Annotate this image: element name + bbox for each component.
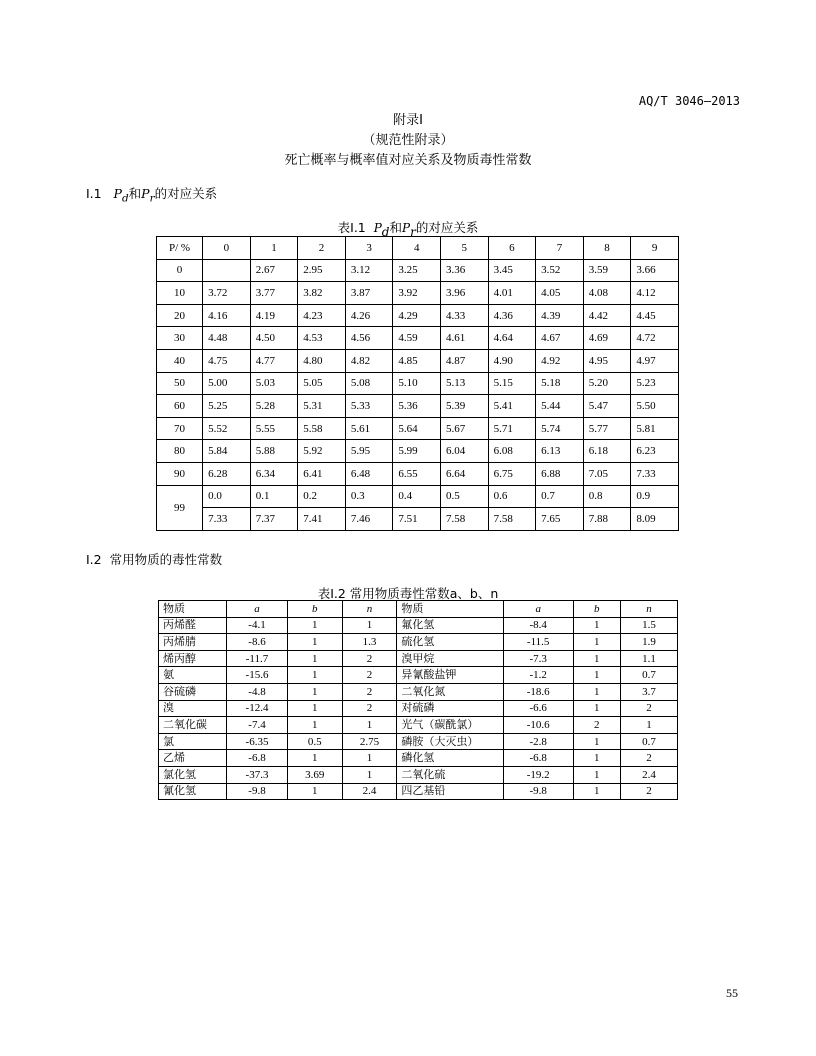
header-cell: a [227,601,288,618]
value-cell: 3.66 [631,259,679,282]
table-row [159,700,678,717]
section-heading-1 [86,184,217,205]
table-row [157,508,679,531]
constant-cell: 1 [287,650,342,667]
constant-cell: 2 [620,750,677,767]
subscript-d: d [121,192,129,205]
constant-cell: 1 [573,783,620,800]
sub-percent-cell: 0.4 [393,485,441,508]
table-2-caption: 表I.2 常用物质毒性常数a、b、n [317,586,499,601]
table-row [159,783,678,800]
table-row [159,766,678,783]
value-cell: 5.61 [345,417,393,440]
value-cell: 4.16 [203,304,251,327]
symbol-p: P [113,186,122,201]
value-cell: 3.82 [298,282,346,305]
value-cell: 5.36 [393,395,441,418]
header-cell: P/ % [157,237,203,260]
constant-cell: 1 [342,617,397,634]
value-cell: 5.44 [536,395,584,418]
value-cell: 5.50 [631,395,679,418]
constant-cell: 2 [620,700,677,717]
value-cell: 5.03 [250,372,298,395]
value-cell: 4.48 [203,327,251,350]
value-cell: 5.20 [583,372,631,395]
constant-cell: 1 [573,733,620,750]
constant-cell: 1 [287,700,342,717]
value-cell: 5.41 [488,395,536,418]
value-cell: 4.64 [488,327,536,350]
constant-cell: 2 [342,650,397,667]
substance-cell: 氰化氢 [159,783,227,800]
section-number: I.1 [86,186,102,201]
value-cell: 4.08 [583,282,631,305]
table-row [159,733,678,750]
value-cell: 4.50 [250,327,298,350]
value-cell: 4.36 [488,304,536,327]
symbol-p: P [373,221,382,235]
constant-cell: -4.1 [227,617,288,634]
row-label-cell: 40 [157,349,203,372]
constant-cell: 1 [287,667,342,684]
value-cell: 4.01 [488,282,536,305]
substance-cell: 烯丙醇 [159,650,227,667]
value-cell: 6.64 [441,462,489,485]
value-cell: 3.45 [488,259,536,282]
value-cell [203,259,251,282]
connector-text: 和 [128,186,142,201]
value-cell: 6.23 [631,440,679,463]
table-header-row [157,237,679,260]
value-cell: 5.05 [298,372,346,395]
constant-cell: 2 [342,683,397,700]
constant-cell: 2 [342,700,397,717]
appendix-main-title: 死亡概率与概率值对应关系及物质毒性常数 [284,153,532,168]
substance-cell: 二氧化氮 [397,683,503,700]
substance-cell: 氨 [159,667,227,684]
value-cell: 4.12 [631,282,679,305]
table-row [157,440,679,463]
value-cell: 3.59 [583,259,631,282]
constant-cell: 3.7 [620,683,677,700]
constant-cell: 1 [573,634,620,651]
value-cell: 5.47 [583,395,631,418]
substance-cell: 磷化氢 [397,750,503,767]
constant-cell: -19.2 [503,766,573,783]
value-cell: 5.58 [298,417,346,440]
substance-cell: 溴甲烷 [397,650,503,667]
header-cell: b [573,601,620,618]
value-cell: 4.69 [583,327,631,350]
value-cell: 4.67 [536,327,584,350]
constant-cell: 0.7 [620,733,677,750]
value-cell: 4.80 [298,349,346,372]
value-cell: 6.48 [345,462,393,485]
page-number: 55 [726,986,738,1000]
substance-cell: 异氰酸盐钾 [397,667,503,684]
value-cell: 5.13 [441,372,489,395]
sub-percent-cell: 0.8 [583,485,631,508]
table-row [159,617,678,634]
value-cell: 3.72 [203,282,251,305]
value-cell: 7.41 [298,508,346,531]
value-cell: 7.65 [536,508,584,531]
value-cell: 5.33 [345,395,393,418]
value-cell: 5.95 [345,440,393,463]
header-cell: 5 [441,237,489,260]
substance-cell: 硫化氢 [397,634,503,651]
constant-cell: 1.5 [620,617,677,634]
value-cell: 5.10 [393,372,441,395]
constant-cell: -2.8 [503,733,573,750]
symbol-p: P [402,221,411,235]
normative-label: （规范性附录） [362,133,454,148]
value-cell: 7.05 [583,462,631,485]
value-cell: 5.92 [298,440,346,463]
sub-percent-cell: 0.7 [536,485,584,508]
row-label-cell: 99 [157,485,203,530]
value-cell: 6.34 [250,462,298,485]
header-cell: 2 [298,237,346,260]
value-cell: 5.55 [250,417,298,440]
substance-cell: 丙烯醛 [159,617,227,634]
value-cell: 5.77 [583,417,631,440]
substance-cell: 四乙基铅 [397,783,503,800]
symbol-p: P [141,186,150,201]
sub-percent-cell: 0.3 [345,485,393,508]
substance-cell: 氯化氢 [159,766,227,783]
constant-cell: -6.6 [503,700,573,717]
value-cell: 4.92 [536,349,584,372]
value-cell: 5.84 [203,440,251,463]
constant-cell: -9.8 [503,783,573,800]
header-cell: 7 [536,237,584,260]
sub-percent-cell: 0.5 [441,485,489,508]
value-cell: 4.82 [345,349,393,372]
value-cell: 3.92 [393,282,441,305]
constant-cell: -4.8 [227,683,288,700]
value-cell: 4.56 [345,327,393,350]
substance-cell: 氟化氢 [397,617,503,634]
substance-cell: 氯 [159,733,227,750]
constant-cell: 1.3 [342,634,397,651]
section-heading-2 [86,550,222,568]
table-row [159,750,678,767]
value-cell: 4.26 [345,304,393,327]
table-row [157,349,679,372]
value-cell: 5.67 [441,417,489,440]
table-row [159,683,678,700]
table-header-row [159,601,678,618]
constant-cell: 1 [573,750,620,767]
sub-percent-cell: 0.6 [488,485,536,508]
value-cell: 3.12 [345,259,393,282]
value-cell: 4.23 [298,304,346,327]
constant-cell: 1.9 [620,634,677,651]
value-cell: 6.88 [536,462,584,485]
value-cell: 7.33 [203,508,251,531]
constant-cell: 1 [342,717,397,734]
sub-percent-cell: 0.9 [631,485,679,508]
row-label-cell: 0 [157,259,203,282]
constant-cell: -6.35 [227,733,288,750]
value-cell: 5.81 [631,417,679,440]
constant-cell: 2.75 [342,733,397,750]
constant-cell: -11.5 [503,634,573,651]
header-cell: 4 [393,237,441,260]
substance-cell: 丙烯腈 [159,634,227,651]
value-cell: 6.41 [298,462,346,485]
constant-cell: 1 [287,683,342,700]
value-cell: 5.31 [298,395,346,418]
constant-cell: 0.5 [287,733,342,750]
table-row [157,372,679,395]
value-cell: 5.15 [488,372,536,395]
caption-text: 的对应关系 [415,220,479,235]
constant-cell: 1 [287,617,342,634]
value-cell: 7.51 [393,508,441,531]
value-cell: 4.42 [583,304,631,327]
value-cell: 3.96 [441,282,489,305]
constant-cell: 1 [573,667,620,684]
constant-cell: -1.2 [503,667,573,684]
row-label-cell: 10 [157,282,203,305]
table-row [157,417,679,440]
table-row [157,259,679,282]
substance-cell: 磷胺（大灭虫） [397,733,503,750]
table-row [157,395,679,418]
value-cell: 5.52 [203,417,251,440]
value-cell: 4.29 [393,304,441,327]
value-cell: 2.67 [250,259,298,282]
header-cell: b [287,601,342,618]
constant-cell: -18.6 [503,683,573,700]
value-cell: 7.58 [441,508,489,531]
constant-cell: 2.4 [342,783,397,800]
document-code: AQ/T 3046—2013 [638,94,740,108]
constant-cell: 1 [287,750,342,767]
appendix-title-block [0,111,816,171]
value-cell: 6.28 [203,462,251,485]
header-cell: a [503,601,573,618]
constant-cell: 1 [573,617,620,634]
value-cell: 3.77 [250,282,298,305]
value-cell: 5.71 [488,417,536,440]
value-cell: 6.18 [583,440,631,463]
constant-cell: -6.8 [227,750,288,767]
value-cell: 4.90 [488,349,536,372]
constant-cell: 1 [287,783,342,800]
header-cell: 3 [345,237,393,260]
substance-cell: 乙烯 [159,750,227,767]
constant-cell: 1 [342,766,397,783]
value-cell: 4.53 [298,327,346,350]
value-cell: 7.58 [488,508,536,531]
constant-cell: -8.6 [227,634,288,651]
table-row [157,327,679,350]
row-label-cell: 90 [157,462,203,485]
sub-percent-cell: 0.0 [203,485,251,508]
value-cell: 3.87 [345,282,393,305]
substance-cell: 溴 [159,700,227,717]
table-row [159,634,678,651]
table-row [157,485,679,508]
sub-percent-cell: 0.2 [298,485,346,508]
value-cell: 6.08 [488,440,536,463]
constant-cell: -10.6 [503,717,573,734]
header-cell: 1 [250,237,298,260]
toxicity-constants-table [158,600,678,800]
substance-cell: 光气（碳酰氯） [397,717,503,734]
value-cell: 3.52 [536,259,584,282]
section-title-text: 的对应关系 [154,186,218,201]
constant-cell: 2 [573,717,620,734]
value-cell: 6.75 [488,462,536,485]
header-cell: 物质 [397,601,503,618]
constant-cell: 0.7 [620,667,677,684]
value-cell: 6.13 [536,440,584,463]
value-cell: 5.88 [250,440,298,463]
value-cell: 4.75 [203,349,251,372]
caption-prefix: 表I.1 [337,220,366,235]
substance-cell: 谷硫磷 [159,683,227,700]
substance-cell: 二氧化硫 [397,766,503,783]
value-cell: 5.08 [345,372,393,395]
value-cell: 5.23 [631,372,679,395]
table-row [159,717,678,734]
header-cell: 6 [488,237,536,260]
table-row [157,462,679,485]
header-cell: n [342,601,397,618]
value-cell: 3.36 [441,259,489,282]
connector-text: 和 [389,220,402,235]
value-cell: 5.18 [536,372,584,395]
value-cell: 5.28 [250,395,298,418]
substance-cell: 二氧化碳 [159,717,227,734]
table-row [159,667,678,684]
table-row [157,304,679,327]
table-row [159,650,678,667]
value-cell: 4.77 [250,349,298,372]
row-label-cell: 20 [157,304,203,327]
value-cell: 4.39 [536,304,584,327]
row-label-cell: 60 [157,395,203,418]
value-cell: 7.88 [583,508,631,531]
constant-cell: 2 [342,667,397,684]
value-cell: 6.55 [393,462,441,485]
constant-cell: 1 [573,700,620,717]
value-cell: 5.74 [536,417,584,440]
constant-cell: -7.3 [503,650,573,667]
substance-cell: 对硫磷 [397,700,503,717]
value-cell: 5.39 [441,395,489,418]
constant-cell: -11.7 [227,650,288,667]
value-cell: 4.19 [250,304,298,327]
header-cell: 8 [583,237,631,260]
subscript-r: r [410,224,416,239]
table-row [157,282,679,305]
constant-cell: 1.1 [620,650,677,667]
constant-cell: -8.4 [503,617,573,634]
value-cell: 7.37 [250,508,298,531]
value-cell: 6.04 [441,440,489,463]
value-cell: 2.95 [298,259,346,282]
constant-cell: 1 [573,766,620,783]
header-cell: 物质 [159,601,227,618]
constant-cell: -9.8 [227,783,288,800]
constant-cell: -7.4 [227,717,288,734]
probability-table [156,236,679,531]
constant-cell: 2 [620,783,677,800]
value-cell: 7.33 [631,462,679,485]
constant-cell: -15.6 [227,667,288,684]
row-label-cell: 50 [157,372,203,395]
constant-cell: 1 [573,683,620,700]
value-cell: 4.45 [631,304,679,327]
header-cell: 0 [203,237,251,260]
constant-cell: 1 [287,717,342,734]
value-cell: 7.46 [345,508,393,531]
constant-cell: -37.3 [227,766,288,783]
row-label-cell: 80 [157,440,203,463]
section-number: I.2 [86,552,102,567]
value-cell: 4.85 [393,349,441,372]
constant-cell: 2.4 [620,766,677,783]
value-cell: 4.33 [441,304,489,327]
value-cell: 4.61 [441,327,489,350]
header-cell: 9 [631,237,679,260]
subscript-d: d [381,224,390,239]
value-cell: 5.00 [203,372,251,395]
constant-cell: -6.8 [503,750,573,767]
constant-cell: 1 [573,650,620,667]
value-cell: 5.64 [393,417,441,440]
value-cell: 8.09 [631,508,679,531]
value-cell: 4.72 [631,327,679,350]
value-cell: 4.97 [631,349,679,372]
value-cell: 4.59 [393,327,441,350]
row-label-cell: 70 [157,417,203,440]
sub-percent-cell: 0.1 [250,485,298,508]
section-title-text: 常用物质的毒性常数 [109,552,223,567]
value-cell: 5.25 [203,395,251,418]
header-cell: n [620,601,677,618]
value-cell: 3.25 [393,259,441,282]
value-cell: 4.87 [441,349,489,372]
constant-cell: 1 [287,634,342,651]
constant-cell: -12.4 [227,700,288,717]
value-cell: 4.05 [536,282,584,305]
constant-cell: 1 [620,717,677,734]
value-cell: 5.99 [393,440,441,463]
constant-cell: 3.69 [287,766,342,783]
row-label-cell: 30 [157,327,203,350]
appendix-label: 附录I [393,113,423,128]
subscript-r: r [149,192,155,205]
value-cell: 4.95 [583,349,631,372]
constant-cell: 1 [342,750,397,767]
